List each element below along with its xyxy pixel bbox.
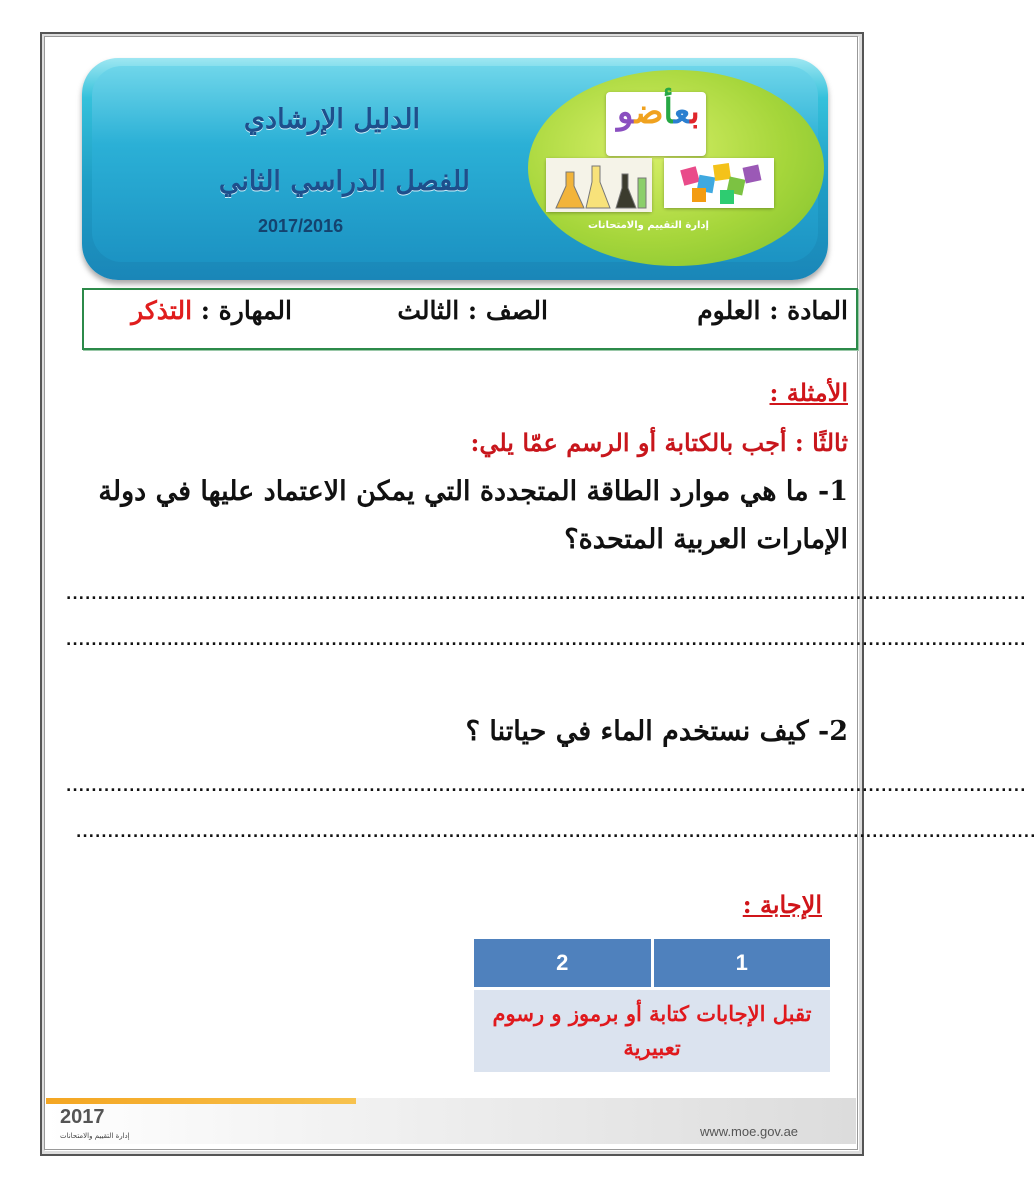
question-2-line-1: 2- كيف نستخدم الماء في حياتنا ؟	[465, 716, 848, 747]
answer-line-2: ........................................................................................................................................................	[66, 633, 1027, 649]
footer-year: 2017	[60, 1106, 105, 1128]
ministry-logo-letters: بعأضو	[617, 92, 700, 132]
question-1-line-2: الإمارات العربية المتحدة؟	[564, 524, 848, 555]
guide-subtitle: للفصل الدراسي الثاني	[218, 166, 470, 197]
skill-value: التذكر	[131, 296, 193, 325]
answer-heading: الإجابة :	[742, 890, 822, 919]
grade-label: الصف : الثالث	[397, 296, 548, 325]
guide-year: 2017/2016	[258, 216, 344, 236]
math-symbols-image	[664, 158, 774, 208]
footer-department: إدارة التقييم والامتحانات	[60, 1132, 130, 1140]
subject-info-row	[96, 296, 848, 340]
guide-title: الدليل الإرشادي	[243, 104, 420, 135]
answer-line-1: ........................................................................................................................................................	[66, 587, 1027, 603]
footer-url: www.moe.gov.ae	[700, 1124, 799, 1139]
lab-flasks-image	[546, 158, 652, 212]
examples-heading: الأمثلة :	[769, 378, 848, 407]
question-1-line-1: 1- ما هي موارد الطاقة المتجددة التي يمكن الاعتماد عليها في دولة	[98, 476, 848, 507]
answer-table	[471, 936, 833, 1075]
answer-table-body: تقبل الإجابات كتابة أو برموز و رسوم تعبيرية	[474, 990, 830, 1072]
footer-accent	[46, 1098, 356, 1104]
answer-col-1-header: 1	[654, 939, 831, 987]
answer-line-3: ........................................................................................................................................................	[66, 779, 1027, 795]
section-instruction: ثالثًا : أجب بالكتابة أو الرسم عمّا يلي:	[470, 428, 848, 457]
skill-label: المهارة : التذكر	[131, 296, 292, 325]
answer-col-2-header: 2	[474, 939, 651, 987]
answer-line-4: ........................................................................................................................................................	[76, 825, 1036, 841]
department-label: إدارة التقييم والامتحانات	[588, 220, 709, 231]
subject-label: المادة : العلوم	[697, 296, 848, 325]
